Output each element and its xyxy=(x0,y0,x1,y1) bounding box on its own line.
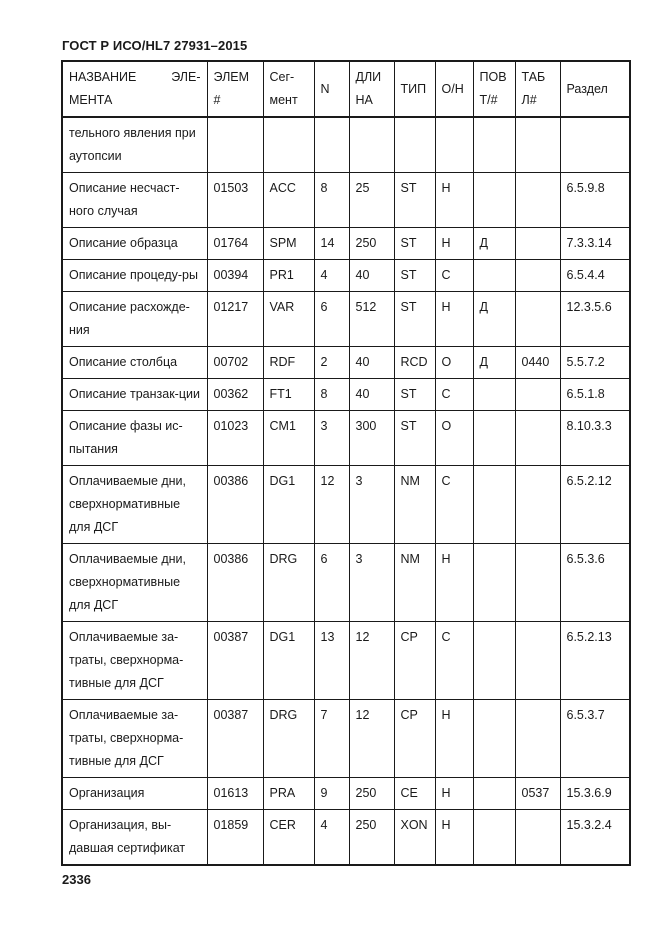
cell-name: Организация, вы-давшая сертификат xyxy=(62,810,207,866)
cell-segment: PRA xyxy=(263,778,314,810)
cell-section: 6.5.2.12 xyxy=(560,466,630,544)
cell-segment: FT1 xyxy=(263,379,314,411)
table-row xyxy=(62,228,630,260)
cell-length xyxy=(349,117,394,173)
cell-type: ST xyxy=(394,411,435,466)
cell-table: 0537 xyxy=(515,778,560,810)
cell-elem: 01613 xyxy=(207,778,263,810)
cell-segment: DRG xyxy=(263,700,314,778)
cell-on: О xyxy=(435,347,473,379)
table-row xyxy=(62,292,630,347)
cell-type: CP xyxy=(394,700,435,778)
cell-n: 8 xyxy=(314,379,349,411)
cell-length: 250 xyxy=(349,228,394,260)
cell-rep: Д xyxy=(473,292,515,347)
column-header-elem: ЭЛЕМ # xyxy=(207,61,263,117)
cell-name: Оплачиваемые за-траты, сверхнорма-тивные для ДСГ xyxy=(62,622,207,700)
cell-type: NM xyxy=(394,466,435,544)
cell-n: 4 xyxy=(314,810,349,866)
cell-n: 8 xyxy=(314,173,349,228)
cell-on: Н xyxy=(435,700,473,778)
cell-length: 40 xyxy=(349,379,394,411)
cell-length: 3 xyxy=(349,544,394,622)
cell-type: RCD xyxy=(394,347,435,379)
cell-name: Описание несчаст-ного случая xyxy=(62,173,207,228)
table-row xyxy=(62,810,630,866)
table-row xyxy=(62,379,630,411)
cell-segment: CER xyxy=(263,810,314,866)
cell-rep xyxy=(473,810,515,866)
cell-length: 250 xyxy=(349,778,394,810)
cell-table: 0440 xyxy=(515,347,560,379)
column-header-rep: ПОВ Т/# xyxy=(473,61,515,117)
cell-segment: DG1 xyxy=(263,622,314,700)
cell-section: 5.5.7.2 xyxy=(560,347,630,379)
cell-name: Описание столбца xyxy=(62,347,207,379)
cell-type xyxy=(394,117,435,173)
cell-n: 4 xyxy=(314,260,349,292)
table-row xyxy=(62,544,630,622)
cell-table xyxy=(515,411,560,466)
cell-section: 6.5.4.4 xyxy=(560,260,630,292)
cell-n: 2 xyxy=(314,347,349,379)
cell-table xyxy=(515,228,560,260)
cell-on: О xyxy=(435,411,473,466)
column-header-table: ТАБ Л# xyxy=(515,61,560,117)
cell-section: 12.3.5.6 xyxy=(560,292,630,347)
cell-rep xyxy=(473,260,515,292)
cell-length: 3 xyxy=(349,466,394,544)
cell-type: ST xyxy=(394,379,435,411)
cell-table xyxy=(515,810,560,866)
cell-on: Н xyxy=(435,173,473,228)
cell-elem: 00362 xyxy=(207,379,263,411)
cell-elem: 00386 xyxy=(207,544,263,622)
cell-name: Организация xyxy=(62,778,207,810)
table-row xyxy=(62,347,630,379)
cell-n xyxy=(314,117,349,173)
cell-name: Описание фазы ис-пытания xyxy=(62,411,207,466)
cell-name: Описание образца xyxy=(62,228,207,260)
cell-section: 8.10.3.3 xyxy=(560,411,630,466)
cell-segment: ACC xyxy=(263,173,314,228)
cell-on: Н xyxy=(435,228,473,260)
column-header-type: ТИП xyxy=(394,61,435,117)
table-row xyxy=(62,117,630,173)
cell-length: 250 xyxy=(349,810,394,866)
column-header-n: N xyxy=(314,61,349,117)
cell-segment: VAR xyxy=(263,292,314,347)
table-row xyxy=(62,466,630,544)
cell-rep xyxy=(473,117,515,173)
cell-type: ST xyxy=(394,260,435,292)
cell-elem: 01503 xyxy=(207,173,263,228)
cell-n: 13 xyxy=(314,622,349,700)
cell-rep xyxy=(473,544,515,622)
cell-segment xyxy=(263,117,314,173)
cell-table xyxy=(515,173,560,228)
cell-length: 25 xyxy=(349,173,394,228)
cell-section: 6.5.3.6 xyxy=(560,544,630,622)
cell-rep xyxy=(473,466,515,544)
cell-rep xyxy=(473,700,515,778)
column-header-segment: Сег-мент xyxy=(263,61,314,117)
cell-rep xyxy=(473,173,515,228)
cell-elem: 01217 xyxy=(207,292,263,347)
cell-segment: CM1 xyxy=(263,411,314,466)
cell-length: 12 xyxy=(349,622,394,700)
cell-rep xyxy=(473,379,515,411)
cell-segment: RDF xyxy=(263,347,314,379)
page-number: 2336 xyxy=(62,872,91,887)
cell-name: тельного явления при аутопсии xyxy=(62,117,207,173)
cell-name: Оплачиваемые дни, сверхнормативные для ДСГ xyxy=(62,544,207,622)
cell-section: 6.5.9.8 xyxy=(560,173,630,228)
cell-type: ST xyxy=(394,292,435,347)
cell-section: 7.3.3.14 xyxy=(560,228,630,260)
cell-table xyxy=(515,379,560,411)
cell-on: С xyxy=(435,260,473,292)
column-header-length: ДЛИ НА xyxy=(349,61,394,117)
cell-length: 40 xyxy=(349,347,394,379)
cell-section xyxy=(560,117,630,173)
cell-n: 12 xyxy=(314,466,349,544)
cell-length: 12 xyxy=(349,700,394,778)
cell-elem: 01859 xyxy=(207,810,263,866)
table-row xyxy=(62,411,630,466)
cell-elem: 01023 xyxy=(207,411,263,466)
cell-type: ST xyxy=(394,228,435,260)
cell-length: 300 xyxy=(349,411,394,466)
cell-on xyxy=(435,117,473,173)
table-row xyxy=(62,622,630,700)
cell-elem: 00387 xyxy=(207,622,263,700)
cell-rep xyxy=(473,411,515,466)
cell-table xyxy=(515,117,560,173)
table-row xyxy=(62,700,630,778)
cell-table xyxy=(515,292,560,347)
cell-rep xyxy=(473,622,515,700)
cell-on: С xyxy=(435,622,473,700)
cell-name: Оплачиваемые за-траты, сверхнорма-тивные для ДСГ xyxy=(62,700,207,778)
table-body xyxy=(62,117,630,865)
cell-elem xyxy=(207,117,263,173)
column-header-name: НАЗВАНИЕ ЭЛЕ-МЕНТА xyxy=(62,61,207,117)
cell-segment: SPM xyxy=(263,228,314,260)
cell-length: 40 xyxy=(349,260,394,292)
column-header-section: Раздел xyxy=(560,61,630,117)
cell-rep: Д xyxy=(473,228,515,260)
cell-type: CE xyxy=(394,778,435,810)
table-header-row xyxy=(62,61,630,117)
cell-on: Н xyxy=(435,778,473,810)
cell-table xyxy=(515,260,560,292)
cell-name: Описание процеду-ры xyxy=(62,260,207,292)
cell-n: 6 xyxy=(314,292,349,347)
cell-table xyxy=(515,622,560,700)
cell-section: 6.5.2.13 xyxy=(560,622,630,700)
cell-on: Н xyxy=(435,810,473,866)
cell-n: 9 xyxy=(314,778,349,810)
cell-on: Н xyxy=(435,544,473,622)
cell-type: ST xyxy=(394,173,435,228)
table-row xyxy=(62,173,630,228)
document-header: ГОСТ Р ИСО/HL7 27931–2015 xyxy=(62,38,248,53)
cell-type: NM xyxy=(394,544,435,622)
cell-on: С xyxy=(435,466,473,544)
cell-segment: PR1 xyxy=(263,260,314,292)
cell-name: Описание расхожде-ния xyxy=(62,292,207,347)
cell-table xyxy=(515,544,560,622)
cell-segment: DG1 xyxy=(263,466,314,544)
cell-n: 3 xyxy=(314,411,349,466)
cell-n: 6 xyxy=(314,544,349,622)
cell-elem: 00386 xyxy=(207,466,263,544)
table-row xyxy=(62,778,630,810)
cell-elem: 00394 xyxy=(207,260,263,292)
cell-n: 7 xyxy=(314,700,349,778)
cell-elem: 00387 xyxy=(207,700,263,778)
cell-elem: 01764 xyxy=(207,228,263,260)
cell-type: XON xyxy=(394,810,435,866)
column-header-on: О/Н xyxy=(435,61,473,117)
cell-segment: DRG xyxy=(263,544,314,622)
cell-length: 512 xyxy=(349,292,394,347)
cell-section: 15.3.2.4 xyxy=(560,810,630,866)
cell-section: 6.5.3.7 xyxy=(560,700,630,778)
cell-section: 6.5.1.8 xyxy=(560,379,630,411)
cell-type: CP xyxy=(394,622,435,700)
cell-table xyxy=(515,700,560,778)
cell-on: Н xyxy=(435,292,473,347)
cell-table xyxy=(515,466,560,544)
cell-rep: Д xyxy=(473,347,515,379)
cell-section: 15.3.6.9 xyxy=(560,778,630,810)
cell-on: С xyxy=(435,379,473,411)
cell-rep xyxy=(473,778,515,810)
table-row xyxy=(62,260,630,292)
data-elements-table xyxy=(61,60,631,866)
cell-elem: 00702 xyxy=(207,347,263,379)
cell-name: Описание транзак-ции xyxy=(62,379,207,411)
cell-n: 14 xyxy=(314,228,349,260)
cell-name: Оплачиваемые дни, сверхнормативные для ДСГ xyxy=(62,466,207,544)
